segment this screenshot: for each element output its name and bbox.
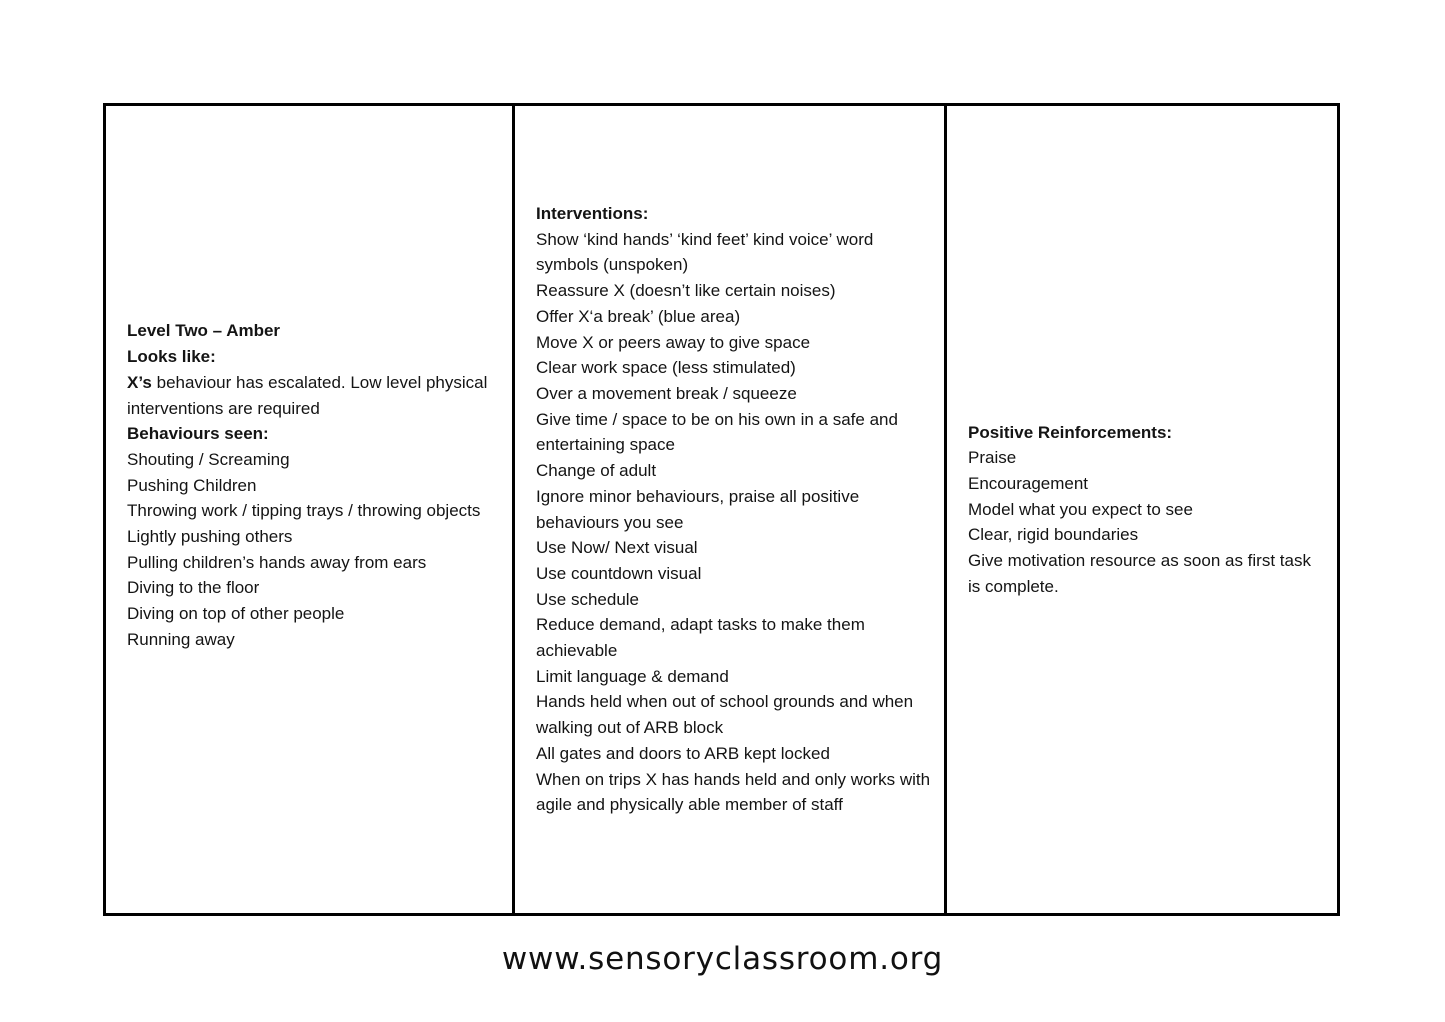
text-segment: Limit language & demand xyxy=(536,666,729,686)
text-line xyxy=(536,227,932,278)
text-segment: Reassure X (doesn’t like certain noises) xyxy=(536,281,836,301)
text-segment: Use schedule xyxy=(536,589,640,609)
text-line xyxy=(968,522,1325,548)
text-line xyxy=(536,741,932,767)
text-segment: Hands held when out of school grounds and when walking out of ARB block xyxy=(536,692,914,738)
behaviour-plan-table xyxy=(103,103,1340,916)
text-segment: Use countdown visual xyxy=(536,563,702,583)
text-segment: Ignore minor behaviours, praise all positive behaviours you see xyxy=(536,486,860,532)
text-segment: Level Two – Amber xyxy=(127,321,281,341)
text-segment: Interventions: xyxy=(536,204,649,224)
text-line xyxy=(536,458,932,484)
text-line xyxy=(536,587,932,613)
text-line xyxy=(127,550,500,576)
text-segment: Lightly pushing others xyxy=(127,527,293,547)
text-line xyxy=(968,445,1325,471)
column-interventions xyxy=(515,106,947,913)
text-line xyxy=(968,497,1325,523)
text-line xyxy=(536,689,932,740)
text-segment: When on trips X has hands held and only works with agile and physically able member of staff xyxy=(536,769,931,815)
text-segment: Running away xyxy=(127,629,235,649)
text-segment: Move X or peers away to give space xyxy=(536,332,811,352)
text-segment: Model what you expect to see xyxy=(968,499,1193,519)
text-line xyxy=(536,355,932,381)
text-segment: behaviour has escalated. Low level physical interventions are required xyxy=(127,372,488,418)
website-footer-text: www.sensoryclassroom.org xyxy=(501,941,944,977)
text-segment: Looks like: xyxy=(127,347,216,367)
text-segment: Reduce demand, adapt tasks to make them achievable xyxy=(536,615,865,661)
text-segment: X’s xyxy=(127,372,152,392)
text-segment: Give motivation resource as soon as first task is complete. xyxy=(968,551,1311,596)
text-segment: Encouragement xyxy=(968,473,1089,493)
text-line xyxy=(968,420,1325,446)
text-segment: Behaviours seen: xyxy=(127,424,269,444)
text-line xyxy=(127,575,500,601)
text-line xyxy=(536,535,932,561)
text-segment: Use Now/ Next visual xyxy=(536,538,698,558)
text-segment: Diving on top of other people xyxy=(127,604,345,624)
text-segment: Diving to the floor xyxy=(127,578,260,598)
text-line xyxy=(536,484,932,535)
text-segment: Offer X‘a break’ (blue area) xyxy=(536,306,741,326)
column-level-looks-like xyxy=(106,106,515,913)
text-segment: Praise xyxy=(968,448,1017,468)
text-line xyxy=(536,201,932,227)
text-line xyxy=(127,601,500,627)
text-segment: Clear work space (less stimulated) xyxy=(536,358,796,378)
text-line xyxy=(127,627,500,653)
text-segment: Show ‘kind hands’ ‘kind feet’ kind voice’ word symbols (unspoken) xyxy=(536,229,874,275)
text-segment: Throwing work / tipping trays / throwing objects xyxy=(127,501,481,521)
text-line xyxy=(127,370,500,421)
text-line xyxy=(536,330,932,356)
column-positive-reinforcements xyxy=(947,106,1337,913)
text-line xyxy=(968,471,1325,497)
text-segment: Pulling children’s hands away from ears xyxy=(127,552,427,572)
text-line xyxy=(127,421,500,447)
text-segment: Clear, rigid boundaries xyxy=(968,525,1139,545)
text-line xyxy=(536,278,932,304)
text-line xyxy=(127,344,500,370)
text-line xyxy=(127,318,500,344)
text-segment: Change of adult xyxy=(536,461,657,481)
text-line xyxy=(536,381,932,407)
text-segment: Positive Reinforcements: xyxy=(968,422,1173,442)
text-line xyxy=(127,498,500,524)
text-line xyxy=(968,548,1325,599)
text-line xyxy=(536,612,932,663)
text-line xyxy=(127,447,500,473)
text-line xyxy=(536,304,932,330)
text-line xyxy=(536,407,932,458)
text-segment: Shouting / Screaming xyxy=(127,449,290,469)
text-line xyxy=(536,767,932,818)
text-line xyxy=(536,664,932,690)
text-segment: Pushing Children xyxy=(127,475,257,495)
text-segment: Give time / space to be on his own in a safe and entertaining space xyxy=(536,409,898,455)
text-segment: Over a movement break / squeeze xyxy=(536,383,797,403)
text-line xyxy=(536,561,932,587)
text-line xyxy=(127,524,500,550)
text-line xyxy=(127,473,500,499)
text-segment: All gates and doors to ARB kept locked xyxy=(536,743,830,763)
